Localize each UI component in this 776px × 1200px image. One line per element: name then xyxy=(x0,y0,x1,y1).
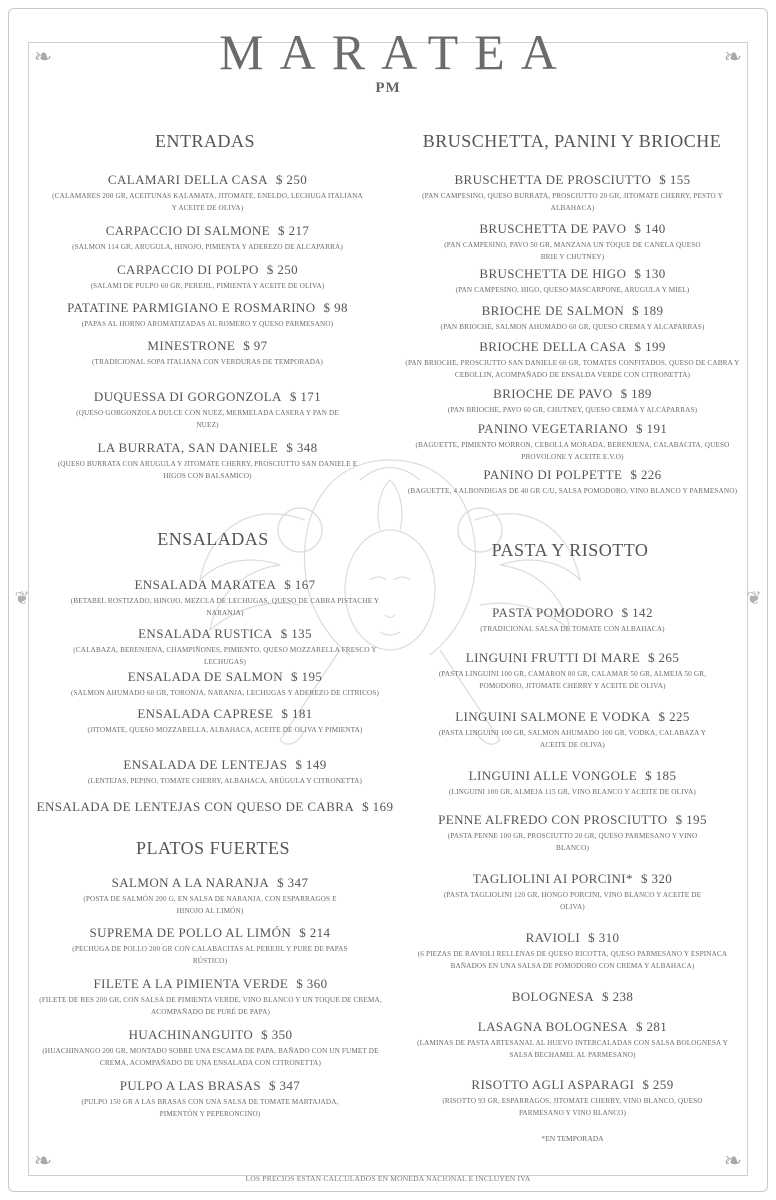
item-description: (BETABEL ROSTIZADO, HINOJO, MEZCLA DE LECHUGAS, QUESO DE CABRA PISTACHE Y NARANJA) xyxy=(70,597,380,617)
item-price: $ 189 xyxy=(620,386,652,401)
item-name: PASTA POMODORO xyxy=(492,605,614,620)
side-ornament-right: ❦ xyxy=(746,588,762,608)
menu-item xyxy=(405,421,740,463)
item-price: $ 140 xyxy=(634,221,666,236)
item-price: $ 265 xyxy=(647,650,680,665)
item-price: $ 189 xyxy=(632,303,664,318)
item-price: $ 135 xyxy=(280,626,312,641)
item-price: $ 259 xyxy=(642,1077,674,1092)
item-description: (PAPAS AL HORNO AROMATIZADAS AL ROMERO Y QUESO PARMESANO) xyxy=(81,320,334,328)
menu-item xyxy=(405,303,740,333)
item-price: $ 130 xyxy=(634,266,666,281)
item-price: $ 281 xyxy=(635,1019,668,1034)
item-name: HUACHINANGUITO xyxy=(128,1027,254,1042)
item-name: LINGUINI SALMONE E VODKA xyxy=(455,709,651,724)
item-price: $ 191 xyxy=(636,421,668,436)
price-disclaimer: LOS PRECIOS ESTAN CALCULADOS EN MONEDA NACIONAL E INCLUYEN IVA xyxy=(245,1174,531,1183)
menu-item xyxy=(50,875,370,917)
item-price: $ 185 xyxy=(645,768,677,783)
item-description: (POSTA DE SALMÓN 200 G, EN SALSA DE NARANJA, CON ESPARRAGOS E HINOJO AL LIMÓN) xyxy=(83,895,337,915)
item-name: ENSALADA DE LENTEJAS CON QUESO DE CABRA xyxy=(36,799,355,814)
item-description: (PAN CAMPESINO, HIGO, QUESO MASCARPONE, ARUGULA Y MIEL) xyxy=(455,286,690,294)
item-name: ENSALADA DE SALMON xyxy=(127,669,283,684)
item-name: PANINO DI POLPETTE xyxy=(483,467,623,482)
item-description: (PASTA LINGUINI 100 GR, SALMON AHUMADO 100 GR, VODKA, CALABAZA Y ACEITE DE OLIVA) xyxy=(438,729,707,749)
item-price: $ 347 xyxy=(268,1078,301,1093)
item-price: $ 320 xyxy=(640,871,673,886)
item-price: $ 149 xyxy=(295,757,327,772)
item-price: $ 217 xyxy=(278,223,310,238)
item-price: $ 238 xyxy=(602,989,634,1004)
item-description: (LINGUINI 100 GR, ALMEJA 115 GR, VINO BLANCO Y ACEITE DE OLIVA) xyxy=(449,788,696,796)
item-price: $ 225 xyxy=(658,709,690,724)
item-description: (PAN BRIOCHE, SALMON AHUMADO 60 GR, QUESO CREMA Y ALCAPARRAS) xyxy=(440,323,705,331)
item-description: (TRADICIONAL SOPA ITALIANA CON VERDURAS DE TEMPORADA) xyxy=(92,358,323,366)
item-name: LA BURRATA, SAN DANIELE xyxy=(97,440,279,455)
item-description: (TRADICIONAL SALSA DE TOMATE CON ALBAHACA) xyxy=(480,625,665,633)
item-description: (LENTEJAS, PEPINO, TOMATE CHERRY, ALBAHACA, ARÚGULA Y CITRONETTA) xyxy=(88,777,362,785)
item-price: $ 250 xyxy=(266,262,299,277)
item-price: $ 97 xyxy=(243,338,268,353)
item-description: (PAN CAMPESINO, PAVO 50 GR, MANZANA UN TOQUE DE CANELA QUESO BRIE Y CHUTNEY) xyxy=(444,241,701,261)
menu-item xyxy=(35,799,395,815)
menu-item xyxy=(405,172,740,214)
item-name: SUPREMA DE POLLO AL LIMÓN xyxy=(89,925,292,940)
item-description: (BAGUETTE, 4 ALBONDIGAS DE 40 GR C/U, SALSA POMODORO, VINO BLANCO Y PARMESANO) xyxy=(407,487,738,495)
menu-item xyxy=(405,930,740,972)
menu-item xyxy=(405,768,740,798)
section-title-bruschetta-panini-brioche: BRUSCHETTA, PANINI Y BRIOCHE xyxy=(422,131,722,151)
item-description: (PECHUGA DE POLLO 200 GR CON CALABACITAS AL PEREJIL Y PURE DE PAPAS RÚSTICO) xyxy=(72,945,348,965)
item-description: (SALMON 114 GR, ARUGULA, HINOJO, PIMIENTA Y ADEREZO DE ALCAPARRA) xyxy=(72,243,343,251)
item-description: (PAN BRIOCHE, PROSCIUTTO SAN DANIELE 60 GR, TOMATES CONFITADOS, QUESO DE CABRA Y CEBOLLIN, ACOMPAÑADO DE ENSALDA VERDE CON CITRONETTA) xyxy=(405,359,740,379)
item-description: (SALMON AHUMADO 60 GR, TORONJA, NARANJA, LECHUGAS Y ADEREZO DE CITRICOS) xyxy=(70,689,380,697)
item-price: $ 347 xyxy=(277,875,309,890)
item-name: PULPO A LAS BRASAS xyxy=(119,1078,261,1093)
corner-ornament-bottom-right: ❧ xyxy=(723,1148,743,1173)
item-description: (PASTA TAGLIOLINI 120 GR, HONGO PORCINI, VINO BLANCO Y ACEITE DE OLIVA) xyxy=(443,891,702,911)
menu-item xyxy=(50,262,365,292)
item-name: PENNE ALFREDO CON PROSCIUTTO xyxy=(438,812,668,827)
restaurant-subtitle: PM xyxy=(375,80,401,96)
item-description: (QUESO GORGONZOLA DULCE CON NUEZ, MERMELADA CASERA Y PAN DE NUEZ) xyxy=(76,409,339,429)
item-description: (JITOMATE, QUESO MOZZARELLA, ALBAHACA, ACEITE DE OLIVA Y PIMIENTA) xyxy=(87,726,363,734)
item-name: BRUSCHETTA DE HIGO xyxy=(479,266,627,281)
item-price: $ 155 xyxy=(659,172,691,187)
menu-item xyxy=(405,605,740,635)
item-price: $ 195 xyxy=(675,812,707,827)
item-name: BOLOGNESA xyxy=(511,989,595,1004)
item-price: $ 360 xyxy=(296,976,328,991)
menu-item xyxy=(55,577,395,619)
item-price: $ 310 xyxy=(588,930,620,945)
item-name: RAVIOLI xyxy=(525,930,581,945)
item-description: (FILETE DE RES 200 GR, CON SALSA DE PIMIENTA VERDE, VINO BLANCO Y UN TOQUE DE CREMA, ACOMPAÑADO DE PURÉ DE PAPA) xyxy=(39,996,382,1016)
menu-item xyxy=(405,989,740,1005)
item-name: LINGUINI FRUTTI DI MARE xyxy=(465,650,640,665)
item-price: $ 348 xyxy=(286,440,318,455)
item-price: $ 199 xyxy=(634,339,666,354)
menu-item xyxy=(50,925,370,967)
menu-item xyxy=(405,339,740,381)
menu-item xyxy=(405,221,740,263)
item-description: (6 PIEZAS DE RAVIOLI RELLENAS DE QUESO RICOTTA, QUESO PARMESANO Y ESPINACA BAÑADOS EN UNA SALSA DE POMODORO CON CREMA Y ALBAHACA) xyxy=(417,950,728,970)
item-name: CALAMARI DELLA CASA xyxy=(107,172,268,187)
menu-item xyxy=(38,976,383,1018)
item-name: SALMON A LA NARANJA xyxy=(111,875,270,890)
item-description: (LAMINAS DE PASTA ARTESANAL AL HUEVO INTERCALADAS CON SALSA BOLOGNESA Y SALSA BECHAMEL AL PARMESANO) xyxy=(417,1039,728,1059)
corner-ornament-top-left: ❧ xyxy=(33,44,53,69)
item-name: MINESTRONE xyxy=(147,338,236,353)
menu-item xyxy=(405,1019,740,1061)
item-description: (HUACHINANGO 200 GR, MONTADO SOBRE UNA ESCAMA DE PAPA, BAÑADO CON UN FUMET DE CREMA, ACOMPAÑADO DE UNA ENSALADA CON CITRONETTA) xyxy=(42,1047,379,1067)
item-price: $ 250 xyxy=(275,172,308,187)
side-ornament-left: ❦ xyxy=(14,588,30,608)
menu-item xyxy=(50,172,365,214)
menu-item xyxy=(405,871,740,913)
menu-item xyxy=(405,1077,740,1119)
section-title-entradas: ENTRADAS xyxy=(154,131,255,151)
restaurant-logo xyxy=(0,22,776,97)
menu-item xyxy=(45,669,405,699)
item-price: $ 195 xyxy=(291,669,323,684)
item-price: $ 169 xyxy=(362,799,394,814)
item-name: ENSALADA CAPRESE xyxy=(137,706,274,721)
item-description: (QUESO BURRATA CON ARUGULA Y JITOMATE CHERRY, PROSCIUTTO SAN DANIELE E HIGOS CON BALSAMICO) xyxy=(57,460,358,480)
menu-item xyxy=(405,709,740,751)
menu-item xyxy=(50,223,365,253)
item-description: (RISOTTO 93 GR, ESPARRAGOS, JITOMATE CHERRY, VINO BLANCO, QUESO PARMESANO Y VINO BLANCO) xyxy=(442,1097,703,1117)
corner-ornament-bottom-left: ❧ xyxy=(33,1148,53,1173)
item-name: LINGUINI ALLE VONGOLE xyxy=(468,768,638,783)
item-name: BRIOCHE DELLA CASA xyxy=(479,339,627,354)
item-price: $ 142 xyxy=(621,605,653,620)
menu-item xyxy=(405,386,740,416)
item-description: (SALAMI DE PULPO 60 GR, PEREJIL, PIMIENTA Y ACEITE DE OLIVA) xyxy=(90,282,325,290)
section-title-pasta-risotto: PASTA Y RISOTTO xyxy=(491,540,649,560)
item-name: BRUSCHETTA DE PAVO xyxy=(479,221,627,236)
menu-item xyxy=(405,266,740,296)
item-name: FILETE A LA PIMIENTA VERDE xyxy=(93,976,289,991)
item-description: (PASTA PENNE 100 GR, PROSCIUTTO 20 GR, QUESO PARMESANO Y VINO BLANCO) xyxy=(447,832,698,852)
item-name: PANINO VEGETARIANO xyxy=(477,421,628,436)
item-price: $ 181 xyxy=(281,706,313,721)
menu-item xyxy=(405,467,740,497)
item-name: CARPACCIO DI POLPO xyxy=(116,262,259,277)
seasonal-note: *EN TEMPORADA xyxy=(541,1134,604,1143)
menu-item xyxy=(50,338,365,368)
item-name: DUQUESSA DI GORGONZOLA xyxy=(93,389,282,404)
item-name: TAGLIOLINI AI PORCINI* xyxy=(472,871,633,886)
menu-item xyxy=(50,440,365,482)
menu-item xyxy=(45,706,405,736)
menu-item xyxy=(50,300,365,330)
item-name: RISOTTO AGLI ASPARAGI xyxy=(471,1077,635,1092)
item-description: (CALABAZA, BERENJENA, CHAMPIÑONES, PIMIENTO, QUESO MOZZARELLA FRESCO Y LECHUGAS) xyxy=(73,646,377,666)
item-description: (PAN CAMPESINO, QUESO BURRATA, PROSCIUTTO 20 GR, JITOMATE CHERRY, PESTO Y ALBAHACA) xyxy=(422,192,723,212)
menu-item xyxy=(50,389,365,431)
section-title-platos-fuertes: PLATOS FUERTES xyxy=(135,838,291,858)
item-name: LASAGNA BOLOGNESA xyxy=(477,1019,628,1034)
item-price: $ 350 xyxy=(261,1027,293,1042)
item-name: CARPACCIO DI SALMONE xyxy=(105,223,271,238)
item-name: PATATINE PARMIGIANO E ROSMARINO xyxy=(67,300,316,315)
item-name: ENSALADA DE LENTEJAS xyxy=(123,757,288,772)
section-title-ensaladas: ENSALADAS xyxy=(157,529,269,549)
menu-item xyxy=(55,626,395,668)
restaurant-name: MARATEA xyxy=(219,24,573,80)
menu-item xyxy=(405,650,740,692)
item-price: $ 171 xyxy=(289,389,322,404)
item-name: BRIOCHE DE SALMON xyxy=(481,303,625,318)
item-description: (CALAMARES 200 GR, ACEITUNAS KALAMATA, JITOMATE, ENELDO, LECHUGA ITALIANA Y ACEITE DE OLIVA) xyxy=(52,192,363,212)
item-name: ENSALADA RUSTICA xyxy=(138,626,273,641)
item-price: $ 98 xyxy=(323,300,348,315)
menu-item xyxy=(38,1027,383,1069)
item-name: ENSALADA MARATEA xyxy=(134,577,277,592)
item-name: BRIOCHE DE PAVO xyxy=(493,386,613,401)
menu-item xyxy=(50,1078,370,1120)
item-description: (BAGUETTE, PIMIENTO MORRON, CEBOLLA MORADA, BERENJENA, CALABACITA, QUESO PROVOLONE Y ACEITE E.V.O) xyxy=(415,441,730,461)
menu-item xyxy=(45,757,405,787)
corner-ornament-top-right: ❧ xyxy=(723,44,743,69)
item-price: $ 167 xyxy=(284,577,316,592)
item-description: (PAN BRIOCHE, PAVO 60 GR, CHUTNEY, QUESO CREMA Y ALCAPARRAS) xyxy=(447,406,698,414)
item-description: (PASTA LINGUINI 100 GR, CAMARON 80 GR, CALAMAR 50 GR, ALMEJA 50 GR, POMODORO, JITOMATE CHERRY Y ACEITE DE OLIVA) xyxy=(438,670,707,690)
item-name: BRUSCHETTA DE PROSCIUTTO xyxy=(454,172,652,187)
item-price: $ 226 xyxy=(630,467,662,482)
item-description: (PULPO 150 GR A LAS BRASAS CON UNA SALSA DE TOMATE MARTAJADA, PIMENTÓN Y PEPERONCINO) xyxy=(81,1098,339,1118)
menu-item xyxy=(405,812,740,854)
item-price: $ 214 xyxy=(299,925,331,940)
